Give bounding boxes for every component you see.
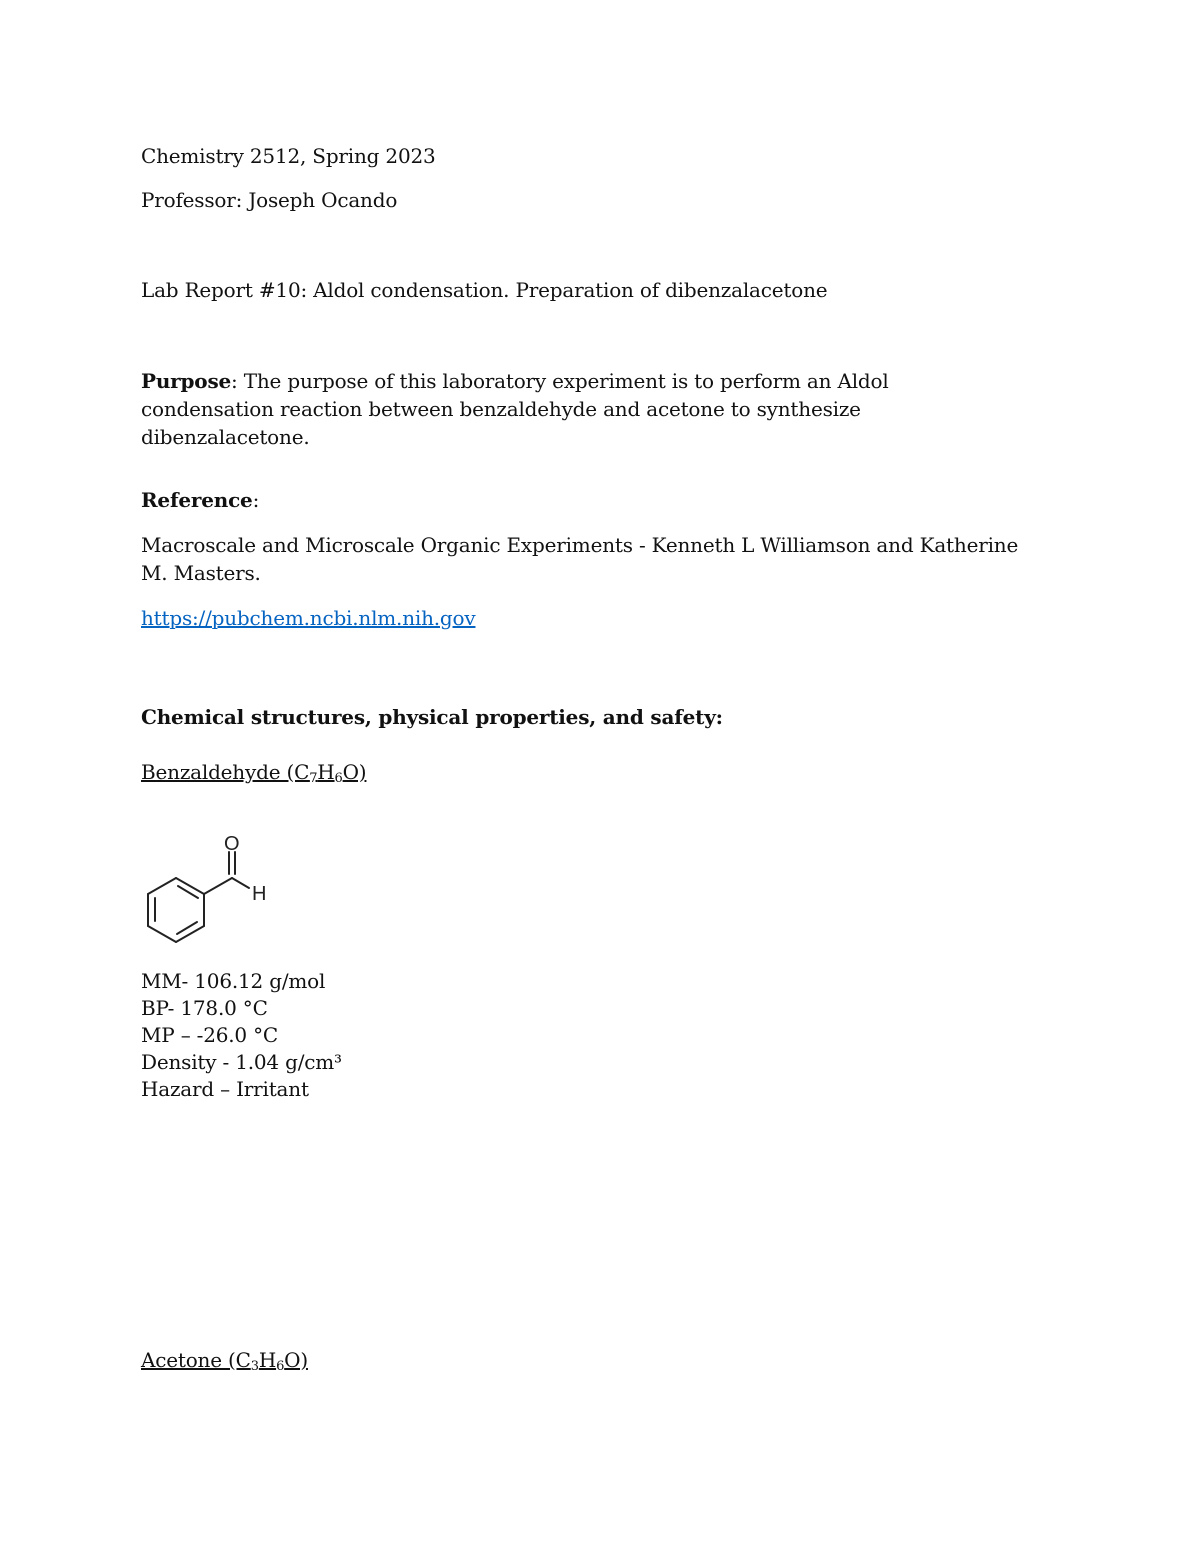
section-heading-text: Chemical structures, physical properties, and safety:: [141, 705, 723, 729]
reference-label: Reference: [141, 488, 253, 512]
benzaldehyde-sub-c: 7: [309, 771, 318, 786]
acetone-sub-h: 6: [276, 1359, 285, 1374]
purpose-text: : The purpose of this laboratory experiment is to perform an Aldol condensation reaction between benzaldehyde and acetone to synthesize dibenzalacetone.: [141, 369, 889, 449]
professor-line: Professor: Joseph Ocando: [141, 188, 398, 212]
acetone-o: O): [284, 1348, 308, 1372]
reference-colon: :: [252, 488, 260, 512]
benzaldehyde-heading: [141, 758, 366, 786]
hydrogen-atom-label: H: [252, 883, 267, 905]
benzaldehyde-sub-h: 6: [334, 771, 343, 786]
ring-bond: [148, 926, 176, 942]
benzaldehyde-name: Benzaldehyde (C: [141, 760, 310, 784]
reference-link-line: [141, 604, 475, 632]
purpose-label: Purpose: [141, 369, 232, 393]
aldehyde-h-bond: [232, 878, 249, 888]
carbonyl-bond: [204, 878, 232, 894]
benzaldehyde-properties: [141, 968, 342, 1103]
reference-book: Macroscale and Microscale Organic Experiments - Kenneth L Williamson and Katherine M. Masters.: [141, 533, 1019, 585]
ring-bond: [176, 926, 204, 942]
report-title: Lab Report #10: Aldol condensation. Preparation of dibenzalacetone: [141, 278, 828, 302]
benzaldehyde-o: O): [342, 760, 367, 784]
acetone-name: Acetone (C: [141, 1348, 251, 1372]
ring-bond: [176, 878, 204, 894]
oxygen-atom-label: O: [224, 833, 240, 855]
purpose-paragraph: [141, 367, 1021, 451]
property-mm: MM- 106.12 g/mol: [141, 969, 326, 993]
benzaldehyde-structure: [138, 828, 288, 948]
ring-bond: [148, 878, 176, 894]
property-hazard: Hazard – Irritant: [141, 1077, 309, 1101]
reference-heading: [141, 486, 259, 514]
course-line: Chemistry 2512, Spring 2023: [141, 144, 436, 168]
property-mp: MP – -26.0 °C: [141, 1023, 278, 1047]
property-density: Density - 1.04 g/cm³: [141, 1050, 342, 1074]
acetone-sub-c: 3: [250, 1359, 259, 1374]
benzaldehyde-h: H: [317, 760, 335, 784]
pubchem-link[interactable]: https://pubchem.ncbi.nlm.nih.gov: [141, 606, 476, 630]
acetone-h: H: [258, 1348, 277, 1372]
acetone-heading: [141, 1346, 308, 1374]
section-heading: [141, 703, 723, 731]
property-bp: BP- 178.0 °C: [141, 996, 268, 1020]
